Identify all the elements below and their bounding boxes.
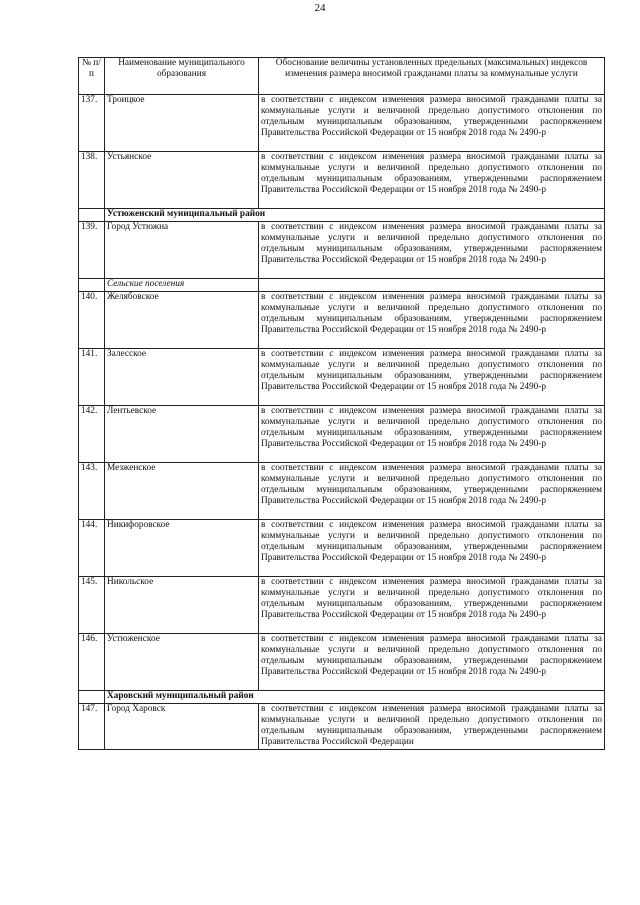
row-num: 144. <box>79 520 105 577</box>
page-number: 24 <box>314 2 326 14</box>
table-row <box>79 463 605 520</box>
section-title: Устюженский муниципальный район <box>105 209 605 222</box>
table-row <box>79 152 605 209</box>
row-basis: в соответствии с индексом изменения размера вносимой гражданами платы за коммунальные услуги и величиной предельно допустимого отклонения по отдельным муниципальным образованиям, утвержденными распоряжением Правительства Российской Федерации от 15 ноября 2018 года № 2490-р <box>259 406 605 463</box>
row-basis: в соответствии с индексом изменения размера вносимой гражданами платы за коммунальные услуги и величиной предельно допустимого отклонения по отдельным муниципальным образованиям, утвержденными распоряжением Правительства Российской Федерации от 15 ноября 2018 года № 2490-р <box>259 520 605 577</box>
row-name: Никифоровское <box>105 520 259 577</box>
row-basis: в соответствии с индексом изменения размера вносимой гражданами платы за коммунальные услуги и величиной предельно допустимого отклонения по отдельным муниципальным образованиям, утвержденными распоряжением Правительства Российской Федерации <box>259 704 605 750</box>
table-row <box>79 704 605 750</box>
row-num: 145. <box>79 577 105 634</box>
municipal-index-table <box>78 57 605 750</box>
row-num: 141. <box>79 349 105 406</box>
row-num: 143. <box>79 463 105 520</box>
table-row <box>79 577 605 634</box>
section-row <box>79 209 605 222</box>
row-basis: в соответствии с индексом изменения размера вносимой гражданами платы за коммунальные услуги и величиной предельно допустимого отклонения по отдельным муниципальным образованиям, утвержденными распоряжением Правительства Российской Федерации от 15 ноября 2018 года № 2490-р <box>259 292 605 349</box>
subsection-title: Сельские поселения <box>105 279 259 292</box>
row-name: Лентьевское <box>105 406 259 463</box>
row-basis: в соответствии с индексом изменения размера вносимой гражданами платы за коммунальные услуги и величиной предельно допустимого отклонения по отдельным муниципальным образованиям, утвержденными распоряжением Правительства Российской Федерации от 15 ноября 2018 года № 2490-р <box>259 634 605 691</box>
row-num: 146. <box>79 634 105 691</box>
row-name: Устьянское <box>105 152 259 209</box>
table-row <box>79 95 605 152</box>
row-num: 137. <box>79 95 105 152</box>
row-name: Троицкое <box>105 95 259 152</box>
row-name: Никольское <box>105 577 259 634</box>
row-name: Желябовское <box>105 292 259 349</box>
row-name: Устюженское <box>105 634 259 691</box>
table-row <box>79 634 605 691</box>
row-num: 140. <box>79 292 105 349</box>
header-num: № п/п <box>79 58 105 95</box>
header-name: Наименование муниципального образования <box>105 58 259 95</box>
section-title: Харовский муниципальный район <box>105 691 605 704</box>
row-basis: в соответствии с индексом изменения размера вносимой гражданами платы за коммунальные услуги и величиной предельно допустимого отклонения по отдельным муниципальным образованиям, утвержденными распоряжением Правительства Российской Федерации от 15 ноября 2018 года № 2490-р <box>259 463 605 520</box>
row-basis: в соответствии с индексом изменения размера вносимой гражданами платы за коммунальные услуги и величиной предельно допустимого отклонения по отдельным муниципальным образованиям, утвержденными распоряжением Правительства Российской Федерации от 15 ноября 2018 года № 2490-р <box>259 349 605 406</box>
subsection-row <box>79 279 605 292</box>
header-basis: Обоснование величины установленных предельных (максимальных) индексов изменения размера вносимой гражданами платы за коммунальные услуги <box>259 58 605 95</box>
table-row <box>79 406 605 463</box>
row-basis: в соответствии с индексом изменения размера вносимой гражданами платы за коммунальные услуги и величиной предельно допустимого отклонения по отдельным муниципальным образованиям, утвержденными распоряжением Правительства Российской Федерации от 15 ноября 2018 года № 2490-р <box>259 222 605 279</box>
row-name: Мезженское <box>105 463 259 520</box>
section-row <box>79 691 605 704</box>
row-basis: в соответствии с индексом изменения размера вносимой гражданами платы за коммунальные услуги и величиной предельно допустимого отклонения по отдельным муниципальным образованиям, утвержденными распоряжением Правительства Российской Федерации от 15 ноября 2018 года № 2490-р <box>259 95 605 152</box>
row-name: Город Устюжна <box>105 222 259 279</box>
row-basis: в соответствии с индексом изменения размера вносимой гражданами платы за коммунальные услуги и величиной предельно допустимого отклонения по отдельным муниципальным образованиям, утвержденными распоряжением Правительства Российской Федерации от 15 ноября 2018 года № 2490-р <box>259 152 605 209</box>
row-num: 138. <box>79 152 105 209</box>
row-num: 147. <box>79 704 105 750</box>
row-name: Город Харовск <box>105 704 259 750</box>
table-row <box>79 222 605 279</box>
row-basis: в соответствии с индексом изменения размера вносимой гражданами платы за коммунальные услуги и величиной предельно допустимого отклонения по отдельным муниципальным образованиям, утвержденными распоряжением Правительства Российской Федерации от 15 ноября 2018 года № 2490-р <box>259 577 605 634</box>
row-name: Залесское <box>105 349 259 406</box>
table-header-row <box>79 58 605 95</box>
table-row <box>79 349 605 406</box>
table-row <box>79 520 605 577</box>
table-row <box>79 292 605 349</box>
row-num: 142. <box>79 406 105 463</box>
row-num: 139. <box>79 222 105 279</box>
